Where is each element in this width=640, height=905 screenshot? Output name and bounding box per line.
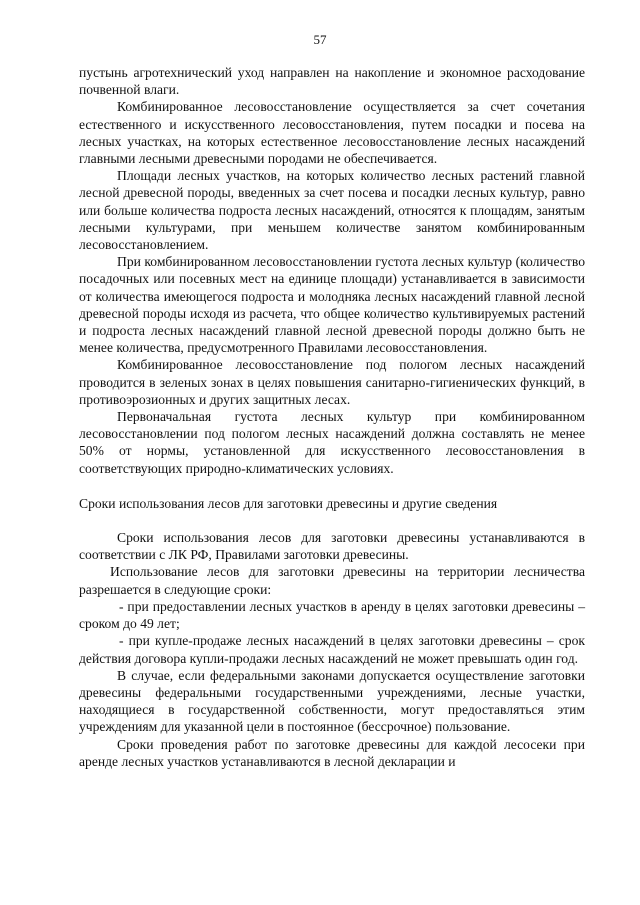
paragraph: Комбинированное лесовосстановление под пологом лесных насаждений проводится в зеленых зонах в целях повышения санитарно-гигиенических функций, в противоэрозионных и других защитных лесах. (79, 357, 585, 407)
list-item: - при предоставлении лесных участков в аренду в целях заготовки древесины – сроком до 49 лет; (79, 598, 585, 632)
paragraph: Сроки проведения работ по заготовке древесины для каждой лесосеки при аренде лесных участков устанавливаются в лесной декларации и (79, 736, 585, 769)
paragraph: Площади лесных участков, на которых количество лесных растений главной лесной древесной породы, введенных за счет посева и посадки лесных культур, равно или больше количества подроста лесных насаждений, относятся к площадям, занятым лесными культурами, при меньшем количестве занятом комбинированным лесовосстановлением. (79, 168, 585, 253)
section-heading: Сроки использования лесов для заготовки древесины и другие сведения (79, 495, 498, 511)
page-number: 57 (313, 32, 327, 47)
paragraph: Сроки использования лесов для заготовки древесины устанавливаются в соответствии с ЛК РФ, Правилами заготовки древесины. (79, 530, 585, 563)
paragraph: В случае, если федеральными законами допускается осуществление заготовки древесины федеральными государственными учреждениями, лесные участки, находящиеся в государственной собственности, могут предоставляться этим учреждениям для указанной цели в постоянное (бессрочное) пользование. (79, 667, 585, 735)
paragraph: Комбинированное лесовосстановление осуществляется за счет сочетания естественного и искусственного лесовосстановления, путем посадки и посева на лесных участках, на которых естественное лесовосстановление лесных насаждений главными лесными древесными породами не обеспечивается. (79, 99, 585, 167)
paragraph: пустынь агротехнический уход направлен на накопление и экономное расходование почвенной влаги. (79, 65, 585, 98)
paragraph: Первоначальная густота лесных культур при комбинированном лесовосстановлении под пологом лесных насаждений должна составлять не менее 50% от нормы, установленной для искусственного лесовосстановления в соответствующих природно-климатических условиях. (79, 409, 585, 476)
paragraph: При комбинированном лесовосстановлении густота лесных культур (количество посадочных или посевных мест на единице площади) устанавливается в зависимости от количества имеющегося подроста и молодняка лесных насаждений главной лесной древесной породы исходя из расчета, что общее количество культивируемых растений и подроста лесных насаждений главной лесной древесной породы должно быть не менее количества, предусмотренного Правилами лесовосстановления. (79, 254, 585, 356)
list-item: - при купле-продаже лесных насаждений в целях заготовки древесины – срок действия договора купли-продажи лесных насаждений не может превышать один год. (79, 633, 585, 666)
document-body (79, 64, 585, 770)
paragraph: Использование лесов для заготовки древесины на территории лесничества разрешается в следующие сроки: (79, 564, 585, 597)
